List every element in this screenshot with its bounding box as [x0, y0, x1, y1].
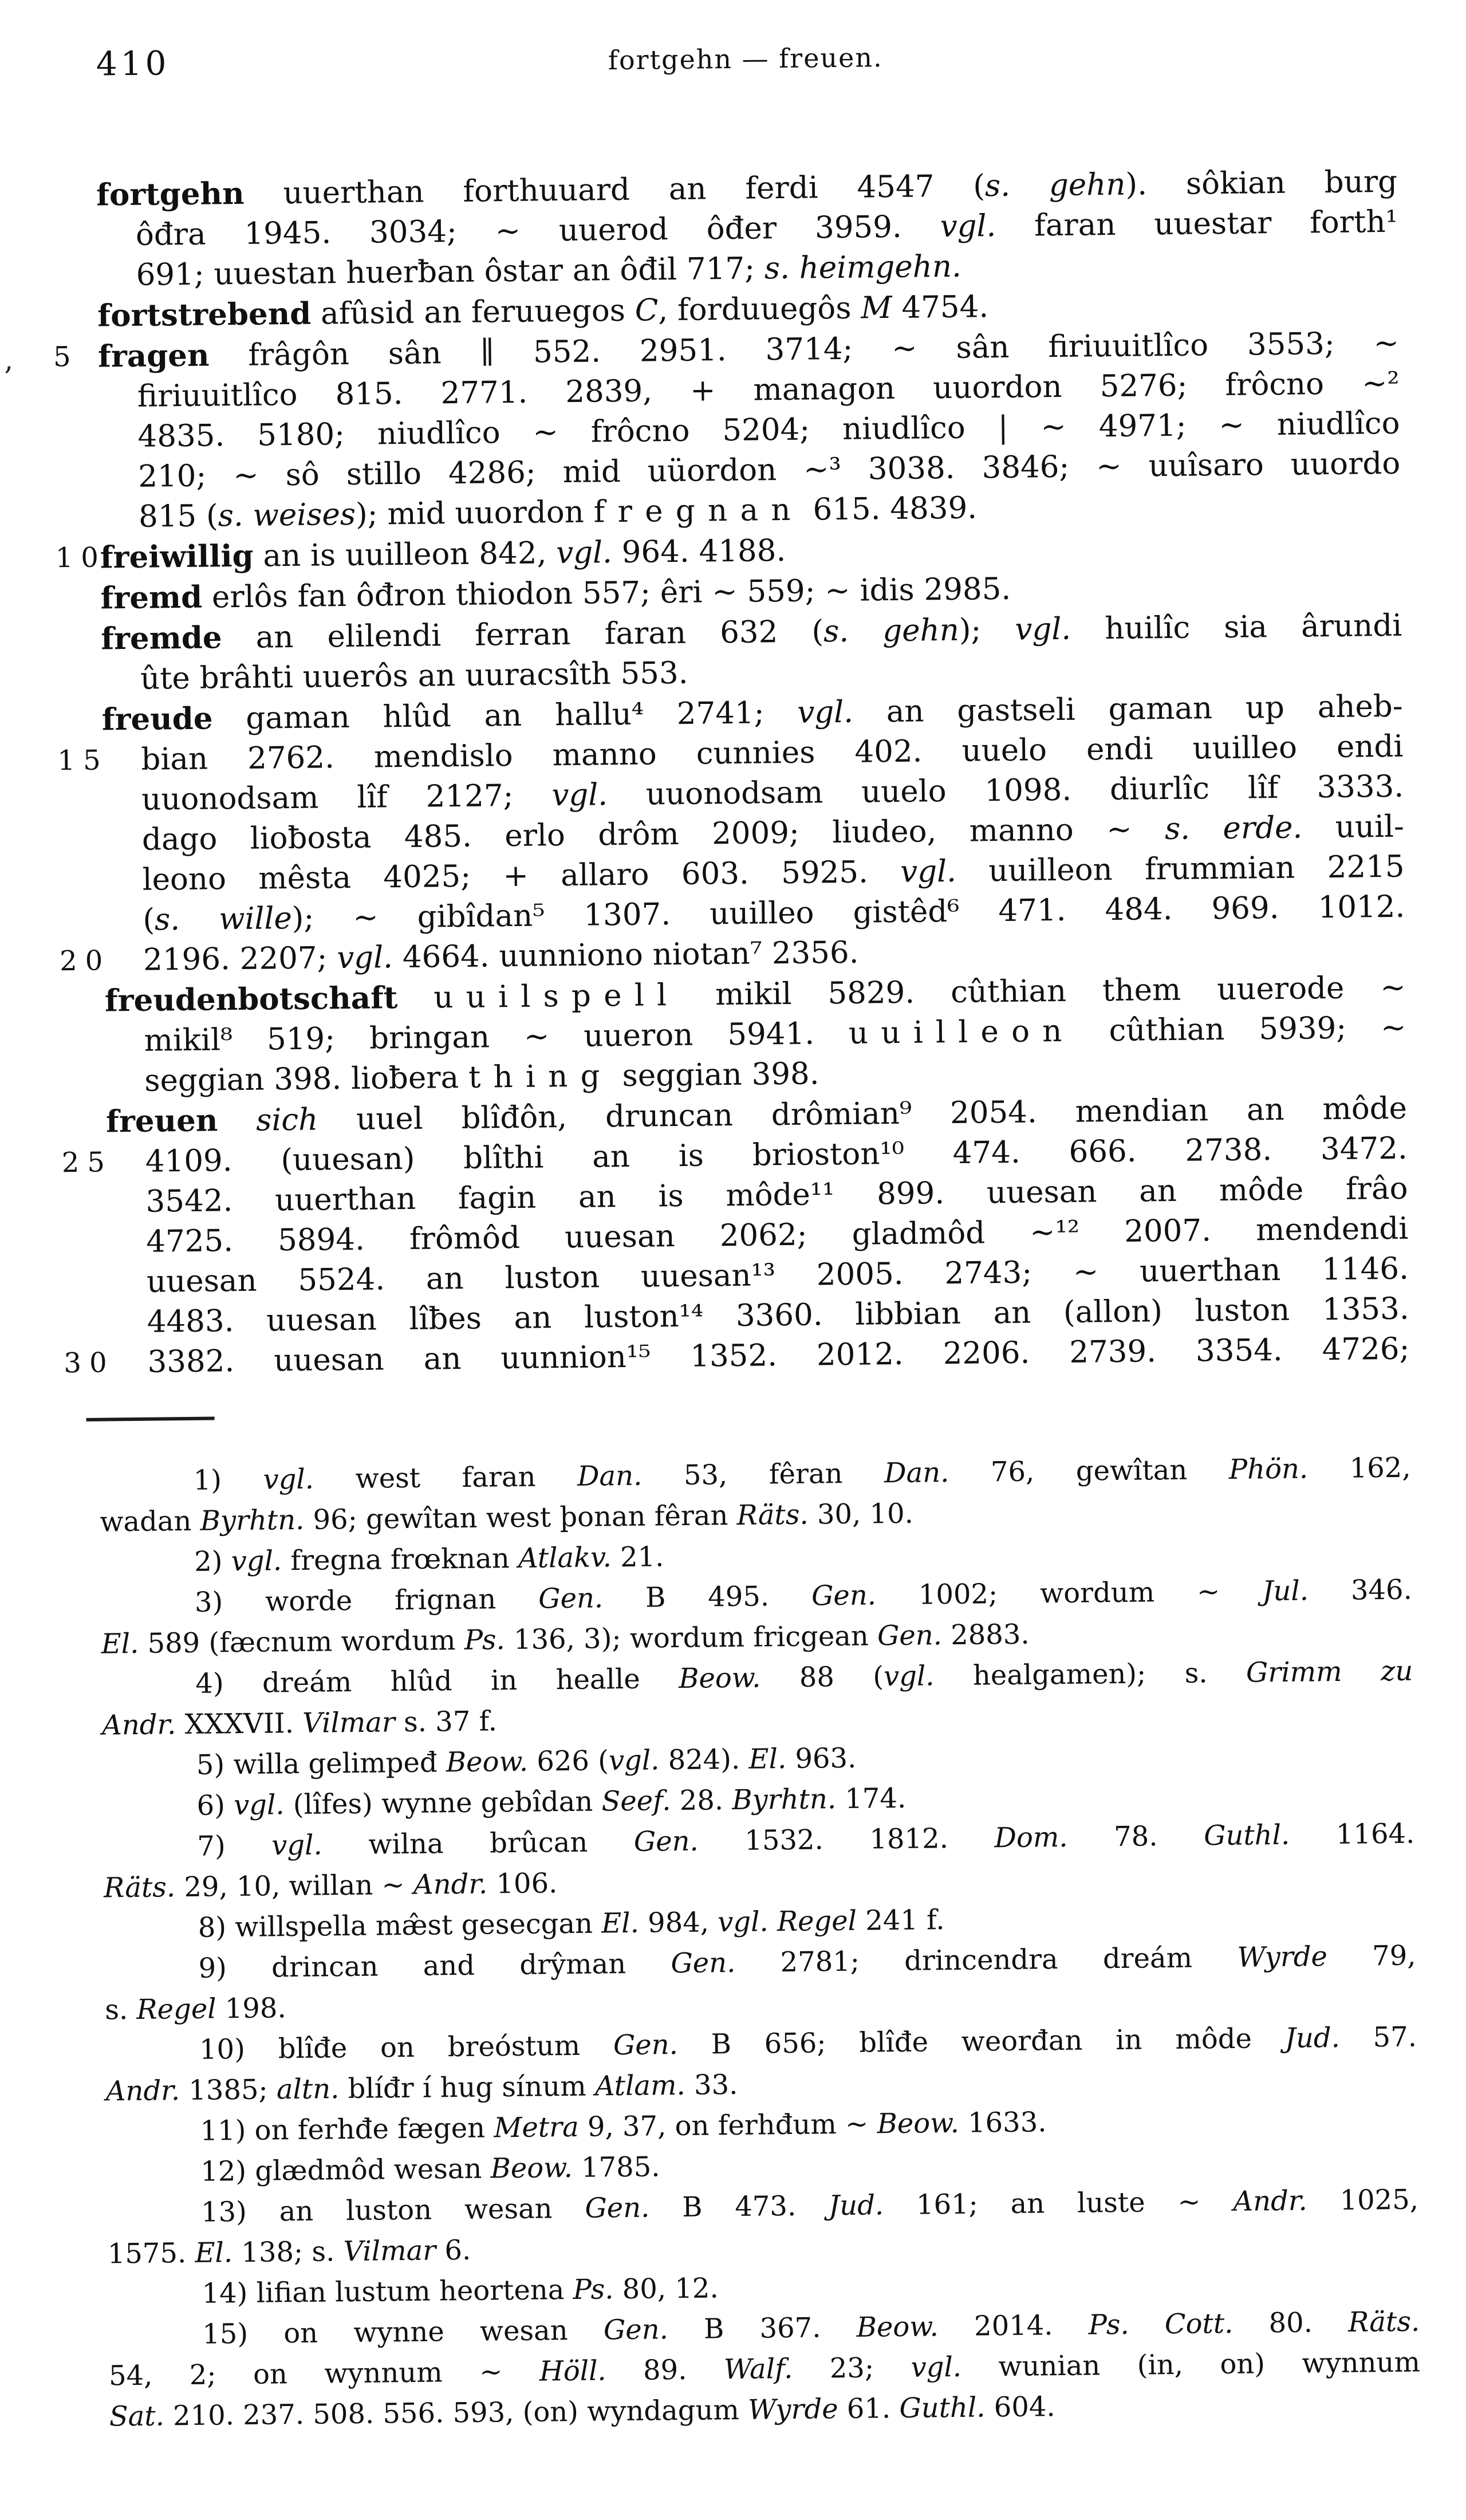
text-segment: Gen.: [633, 1825, 699, 1858]
text-segment: 604.: [985, 2391, 1055, 2424]
text-segment: Jud.: [828, 2189, 884, 2222]
text-segment: 4664. uunniono niotan⁷ 2356.: [392, 935, 859, 975]
text-segment: leono mêsta 4025; + allaro 603. 5925.: [142, 854, 901, 897]
footnote-separator: [86, 1416, 215, 1421]
text-segment: uuerthan forthuuard an ferdi 4547 (: [244, 168, 986, 211]
text-segment: Dan.: [884, 1456, 949, 1490]
text-segment: frâgôn sân ∥ 552. 2951. 3714; ∼ sân firiuuitlîco 3553; ∼: [209, 325, 1400, 373]
text-segment: ûte brâhti uuerôs an uuracsîth 553.: [140, 655, 688, 696]
text-segment: 174.: [836, 1782, 907, 1816]
text-segment: 4725. 5894. frômôd uuesan 2062; gladmôd ∼¹² 2007. mendendi: [145, 1211, 1409, 1259]
text-segment: Ps.: [573, 2273, 614, 2306]
text-segment: fortstrebend: [97, 296, 312, 334]
text-segment: mikil⁸ 519; bringan ∼ uueron 5941.: [144, 1015, 849, 1058]
text-segment: Wyrde: [747, 2393, 838, 2426]
text-segment: 33.: [685, 2068, 738, 2101]
text-segment: vgl.: [231, 1545, 282, 1578]
text-segment: erlôs fan ôđron thiodon 557; êri ∼ 559; ∼ idis 2985.: [202, 571, 1011, 615]
text-segment: Beow.: [678, 1661, 761, 1695]
text-segment: 815 (: [138, 498, 219, 534]
text-segment: Gen.: [538, 1582, 604, 1615]
text-segment: 589 (fæcnum wordum: [139, 1624, 465, 1660]
text-segment: Beow.: [490, 2152, 573, 2185]
text-segment: s. gehn: [984, 167, 1126, 204]
text-segment: Ps.: [464, 1624, 506, 1656]
text-segment: 626 (: [527, 1745, 609, 1778]
text-segment: 198.: [216, 1992, 286, 2025]
margin-line-number: 30: [64, 1346, 115, 1380]
text-segment: 963.: [786, 1742, 857, 1775]
text-segment: Atlam.: [594, 2069, 686, 2102]
running-header: fortgehn — freuen.: [608, 42, 883, 76]
text-segment: uuilleon: [848, 1013, 1075, 1051]
text-segment: M: [860, 290, 892, 326]
scan-artifact: ,: [3, 343, 14, 377]
text-segment: Ps. Cott.: [1088, 2307, 1234, 2341]
text-segment: 4835. 5180; niudlîco ∼ frôcno 5204; niudlîco | ∼ 4971; ∼ niudlîco: [137, 405, 1400, 454]
text-segment: 964. 4188.: [612, 533, 786, 570]
text-segment: 96; gewîtan west þonan fêran: [304, 1499, 737, 1536]
text-segment: Höll.: [539, 2354, 606, 2388]
text-segment: seggian 398. lioƀera: [144, 1060, 469, 1098]
text-segment: 984,: [639, 1906, 718, 1939]
text-segment: Jul.: [1262, 1574, 1309, 1608]
text-segment: uuil-: [1302, 809, 1405, 845]
text-segment: s. gehn: [823, 612, 960, 649]
text-segment: 136, 3); wordum fricgean: [505, 1620, 878, 1656]
text-segment: vgl.: [336, 940, 393, 976]
text-segment: Gen.: [811, 1579, 877, 1612]
text-segment: 1164.: [1289, 1817, 1415, 1851]
text-segment: 89.: [606, 2353, 724, 2387]
text-segment: vgl.: [717, 1905, 769, 1939]
text-segment: s. weises: [218, 497, 356, 534]
text-segment: Seef.: [601, 1785, 671, 1818]
text-segment: afûsid an feruuegos: [310, 293, 636, 332]
text-segment: fregna frœknan: [281, 1542, 519, 1577]
text-segment: 1385;: [179, 2073, 277, 2107]
text-segment: vgl.: [233, 1789, 285, 1822]
text-segment: 1633.: [959, 2106, 1047, 2139]
text-segment: Andr.: [413, 1868, 488, 1901]
text-segment: Räts.: [103, 1871, 176, 1904]
text-segment: cûthian 5939; ∼: [1074, 1010, 1406, 1049]
text-segment: 2014.: [938, 2309, 1089, 2343]
text-segment: 8) willspella mæ̂st gesecgan: [198, 1907, 602, 1944]
text-segment: 57.: [1339, 2021, 1417, 2054]
text-segment: Sat.: [109, 2400, 165, 2433]
text-segment: uuonodsam lîf 2127;: [141, 778, 552, 817]
text-segment: 9) drincan and drŷman: [198, 1947, 671, 1984]
text-segment: mikil 5829. cûthian them uuerode ∼: [679, 970, 1406, 1013]
text-segment: B 656; blîđe weorđan in môde: [677, 2022, 1285, 2061]
text-segment: 76, gewîtan: [949, 1453, 1229, 1489]
text-segment: B 367.: [668, 2311, 857, 2346]
text-segment: vgl.: [271, 1829, 322, 1862]
text-segment: uuesan 5524. an luston uuesan¹³ 2005. 2743; ∼ uuerthan 1146.: [146, 1251, 1409, 1300]
text-segment: Wyrde: [1237, 1940, 1328, 1974]
text-segment: Gen.: [603, 2313, 669, 2346]
text-segment: Regel: [136, 1993, 216, 2026]
text-segment: B 495.: [602, 1580, 812, 1615]
text-segment: freudenbotschaft: [104, 980, 398, 1019]
text-segment: freude: [101, 700, 213, 738]
text-segment: (lîfes) wynne gebîdan: [284, 1785, 602, 1821]
text-segment: ). sôkian burg: [1125, 164, 1398, 202]
text-segment: Byrhtn.: [732, 1783, 837, 1817]
text-segment: blíđr í hug sínum: [339, 2070, 596, 2105]
text-segment: 2883.: [941, 1618, 1030, 1652]
text-segment: wadan: [100, 1505, 200, 1538]
text-segment: Räts.: [1347, 2305, 1420, 2338]
text-segment: 7): [197, 1829, 272, 1863]
text-segment: El.: [601, 1907, 640, 1940]
footnotes: [1, 1447, 1466, 2439]
text-segment: 2781; drincendra dreám: [735, 1941, 1238, 1979]
text-segment: vgl.: [555, 535, 613, 571]
page-number: 410: [96, 44, 170, 84]
text-segment: 4109. (uuesan) blîthi an is brioston¹⁰ 474. 666. 2738. 3472.: [145, 1131, 1408, 1179]
text-segment: [397, 980, 434, 1015]
text-segment: 2196. 2207;: [143, 940, 337, 978]
text-segment: 79,: [1327, 1939, 1416, 1973]
text-segment: vgl.: [263, 1463, 314, 1496]
margin-line-number: 5: [53, 340, 79, 373]
text-segment: Gen.: [671, 1947, 736, 1980]
text-segment: firiuuitlîco 815. 2771. 2839, + managon uuordon 5276; frôcno ∼²: [137, 365, 1400, 414]
text-segment: 3542. uuerthan fagin an is môde¹¹ 899. uuesan an môde frâo: [145, 1171, 1408, 1219]
text-segment: 3382. uuesan an uunnion¹⁵ 1352. 2012. 2206. 2739. 3354. 4726;: [147, 1331, 1410, 1380]
text-segment: 11) on ferhđe fægen: [200, 2112, 494, 2147]
text-segment: 210; ∼ sô stillo 4286; mid uüordon ∼³ 3038. 3846; ∼ uuîsaro uuordo: [137, 446, 1401, 494]
text-segment: 80.: [1233, 2306, 1349, 2340]
text-segment: 5) willa gelimpeđ: [196, 1746, 447, 1781]
text-segment: , forduuegôs: [658, 290, 861, 328]
text-segment: wunian (in, on) wynnum: [961, 2346, 1421, 2383]
margin-line-number: 15: [57, 744, 109, 777]
text-segment: 61.: [838, 2392, 900, 2426]
text-segment: 6): [196, 1789, 234, 1822]
text-segment: s.: [105, 1993, 137, 2026]
text-segment: healgamen); s.: [934, 1656, 1247, 1692]
text-segment: vgl.: [911, 2350, 962, 2384]
text-segment: El.: [195, 2236, 233, 2269]
text-segment: 1002; wordum ∼: [876, 1575, 1263, 1612]
text-segment: Räts.: [736, 1498, 809, 1531]
text-segment: 138; s.: [232, 2235, 344, 2269]
text-segment: 1): [193, 1463, 263, 1497]
text-segment: 78.: [1067, 1820, 1204, 1853]
text-segment: vgl.: [551, 777, 608, 813]
text-segment: 21.: [611, 1541, 664, 1574]
text-segment: 9, 37, on ferhđum ∼: [578, 2108, 877, 2143]
text-segment: (: [143, 902, 155, 938]
text-segment: vgl.: [940, 208, 996, 245]
text-segment: 10) blîđe on breóstum: [199, 2029, 614, 2066]
text-segment: 30, 10.: [808, 1497, 914, 1531]
text-segment: Vilmar: [343, 2234, 436, 2268]
text-segment: an gastseli gaman up aheb-: [853, 688, 1403, 730]
text-segment: 1025,: [1307, 2183, 1419, 2217]
text-segment: vgl.: [608, 1744, 660, 1777]
text-segment: 161; an luste ∼: [883, 2185, 1234, 2222]
text-segment: Metra: [493, 2110, 579, 2144]
text-segment: Phön.: [1228, 1452, 1309, 1486]
text-segment: 54, 2; on wynnum ∼: [108, 2355, 540, 2392]
text-segment: s. heimgehn.: [764, 249, 962, 286]
text-segment: 210. 237. 508. 556. 593, (on) wyndagum: [164, 2393, 748, 2432]
text-segment: Walf.: [723, 2353, 793, 2386]
text-segment: 4754.: [892, 289, 989, 325]
margin-line-number: 10: [55, 541, 107, 574]
text-segment: freiwillig: [100, 538, 254, 576]
text-segment: 106.: [487, 1867, 558, 1900]
text-segment: Grimm zu: [1246, 1655, 1413, 1689]
text-segment: 241 f.: [856, 1904, 945, 1937]
text-segment: fregnan: [593, 492, 803, 530]
text-segment: 4483. uuesan lîƀes an luston¹⁴ 3360. libbian an (allon) luston 1353.: [147, 1291, 1409, 1340]
text-segment: s. wille: [154, 901, 293, 938]
text-segment: Beow.: [446, 1745, 529, 1779]
text-segment: seggian 398.: [612, 1056, 819, 1094]
text-segment: 3) worde frignan: [194, 1582, 539, 1619]
text-segment: Gen.: [585, 2191, 650, 2224]
text-segment: huilîc sia ârundi: [1070, 608, 1402, 647]
text-segment: vgl.: [900, 853, 957, 889]
text-segment: 691; uuestan huerƀan ôstar an ôđil 717;: [136, 251, 765, 293]
text-segment: freuen: [105, 1102, 218, 1140]
text-segment: s. erde.: [1164, 810, 1303, 847]
text-segment: ôđra 1945. 3034; ∼ uuerod ôđer 3959.: [135, 209, 940, 253]
text-segment: west faran: [313, 1460, 578, 1495]
text-segment: Dan.: [577, 1459, 643, 1493]
text-segment: uuonodsam uuelo 1098. diurlîc lîf 3333.: [607, 769, 1404, 813]
text-segment: 1785.: [572, 2151, 660, 2184]
text-segment: Gen.: [877, 1619, 943, 1652]
text-segment: C: [635, 293, 659, 328]
text-segment: El.: [748, 1743, 787, 1775]
text-segment: ); mid uuordon: [355, 494, 594, 532]
dictionary-entries: [0, 161, 1466, 1384]
text-segment: wilna brûcan: [322, 1825, 635, 1861]
text-segment: gaman hlûd an hallu⁴ 2741;: [212, 695, 798, 737]
text-segment: 615. 4839.: [803, 490, 978, 527]
text-segment: vgl.: [1015, 611, 1071, 647]
text-segment: vgl.: [797, 694, 854, 730]
text-segment: altn.: [276, 2073, 340, 2106]
text-segment: dago lioƀosta 485. erlo drôm 2009; liudeo, manno ∼: [141, 812, 1165, 857]
text-segment: s. 37 f.: [395, 1705, 498, 1739]
text-segment: B 473.: [649, 2190, 829, 2224]
text-segment: an is uuilleon 842,: [253, 536, 557, 574]
text-segment: Dom.: [994, 1821, 1068, 1854]
text-segment: 23;: [793, 2351, 911, 2385]
text-segment: Jud.: [1284, 2021, 1341, 2054]
text-segment: 162,: [1307, 1451, 1411, 1485]
text-segment: 88 (: [760, 1660, 884, 1694]
margin-line-number: 25: [61, 1146, 113, 1179]
text-segment: [768, 1905, 777, 1938]
text-segment: 53, fêran: [642, 1457, 885, 1492]
text-segment: fragen: [97, 337, 210, 375]
text-segment: Guthl.: [1203, 1818, 1290, 1852]
text-segment: faran uuestar forth¹: [995, 204, 1398, 244]
text-segment: 2): [194, 1545, 231, 1578]
text-segment: Beow.: [877, 2106, 960, 2140]
text-segment: fremd: [100, 579, 203, 616]
text-segment: Regel: [777, 1904, 857, 1938]
text-segment: 15) on wynne wesan: [202, 2314, 604, 2350]
text-segment: 6.: [435, 2234, 471, 2267]
text-segment: 4) dreám hlûd in healle: [195, 1663, 679, 1700]
text-segment: Beow.: [856, 2310, 939, 2344]
text-segment: El.: [101, 1627, 139, 1660]
text-segment: 12) glædmôd wesan: [200, 2152, 491, 2188]
text-segment: Andr.: [1233, 2184, 1308, 2218]
text-segment: );: [959, 612, 1015, 648]
text-segment: bian 2762. mendislo manno cunnies 402. uuelo endi uuilleo endi: [141, 729, 1404, 777]
text-segment: 346.: [1308, 1573, 1413, 1607]
text-segment: XXXVII.: [176, 1707, 303, 1741]
text-segment: 13) an luston wesan: [200, 2192, 585, 2228]
text-segment: 80, 12.: [613, 2272, 719, 2306]
text-segment: Byrhtn.: [200, 1503, 305, 1537]
text-segment: Vilmar: [302, 1706, 396, 1739]
text-segment: sich: [255, 1102, 318, 1138]
text-segment: uuilspell: [434, 977, 680, 1015]
margin-line-number: 20: [59, 944, 111, 978]
text-segment: Atlakv.: [518, 1541, 612, 1574]
text-segment: 1532. 1812.: [698, 1822, 995, 1857]
text-segment: [218, 1103, 257, 1139]
text-segment: Andr.: [101, 1708, 176, 1742]
text-segment: Gen.: [613, 2029, 679, 2062]
text-segment: an elilendi ferran faran 632 (: [222, 614, 824, 656]
text-segment: 28.: [671, 1784, 732, 1817]
text-segment: uuilleon frummian 2215: [956, 849, 1405, 889]
text-segment: fremde: [100, 620, 222, 657]
text-segment: vgl.: [883, 1660, 935, 1693]
text-segment: uuel blîđôn, druncan drômian⁹ 2054. mendian an môde: [317, 1090, 1408, 1137]
text-segment: thing: [468, 1058, 613, 1095]
text-segment: 29, 10, willan ∼: [175, 1868, 414, 1904]
text-segment: 1575.: [107, 2236, 195, 2270]
text-segment: fortgehn: [96, 175, 245, 213]
text-segment: Andr.: [105, 2074, 180, 2108]
text-segment: Guthl.: [899, 2391, 986, 2425]
text-segment: ); ∼ gibîdan⁵ 1307. uuilleo gistêd⁶ 471. 484. 969. 1012.: [291, 889, 1405, 936]
text-segment: 824).: [659, 1743, 749, 1777]
text-segment: 14) lifian lustum heortena: [202, 2274, 573, 2310]
